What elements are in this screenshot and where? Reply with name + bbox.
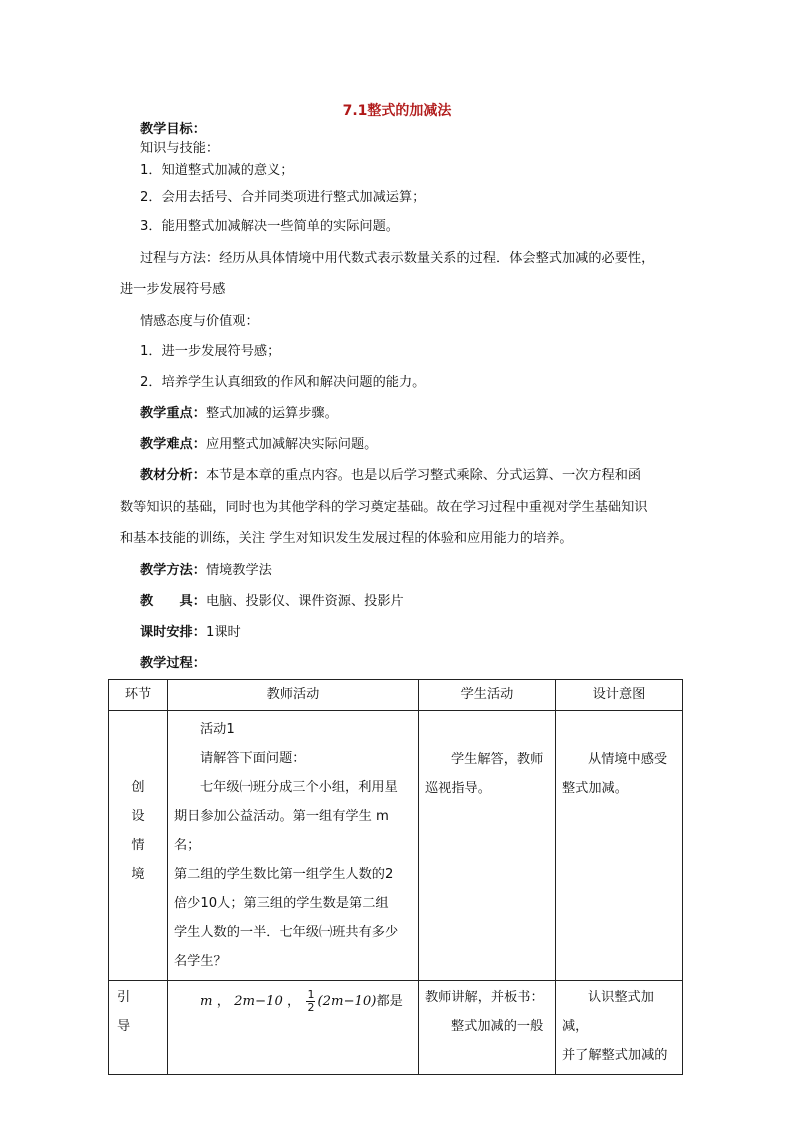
schedule: 课时安排：1课时 — [140, 625, 241, 640]
expr-m: m — [200, 994, 213, 1009]
section-guide: 引 导 — [109, 981, 168, 1075]
fraction-one-half: $\frac{1}{2}$ — [307, 987, 315, 1014]
teacher-line: 学生人数的一半．七年级㈠班共有多少 — [174, 925, 399, 940]
knowledge-item: 2．会用去括号、合并同类项进行整式加减运算； — [140, 190, 426, 205]
lesson-process-table — [108, 679, 683, 1075]
difficulty: 教学难点：应用整式加减解决实际问题。 — [140, 437, 378, 452]
knowledge-heading: 知识与技能： — [140, 141, 220, 156]
attitude-heading: 情感态度与价值观： — [140, 314, 259, 329]
teacher-line: 请解答下面问题： — [200, 751, 306, 766]
analysis-line: 教材分析：本节是本章的重点内容。也是以后学习整式乘除、分式运算、一次方程和函 — [140, 468, 642, 483]
table-row — [109, 711, 683, 981]
attitude-item: 2．培养学生认真细致的作风和解决问题的能力。 — [140, 375, 426, 390]
header-intent: 设计意图 — [556, 680, 683, 711]
intent-line: 认识整式加减， — [562, 990, 654, 1034]
objectives-heading: 教学目标： — [140, 122, 206, 137]
student-line: 整式加减的一般 — [451, 1019, 544, 1034]
table-row — [109, 981, 683, 1075]
header-teacher: 教师活动 — [168, 680, 419, 711]
teacher-line: 倍少10人；第三组的学生数是第二组 — [174, 896, 389, 911]
student-activity-cell — [419, 711, 556, 981]
analysis-line: 和基本技能的训练，关注 学生对知识发生发展过程的体验和应用能力的培养。 — [120, 531, 573, 546]
knowledge-item: 1．知道整式加减的意义； — [140, 163, 294, 178]
student-line: 学生解答，教师 — [451, 752, 544, 767]
design-intent-cell — [556, 981, 683, 1075]
document-title: 7.1整式的加减法 — [342, 103, 452, 119]
key-point: 教学重点：整式加减的运算步骤。 — [140, 406, 338, 421]
process-goal-line: 进一步发展符号感 — [120, 282, 226, 297]
analysis-line: 数等知识的基础，同时也为其他学科的学习奠定基础。故在学习过程中重视对学生基础知识 — [120, 500, 648, 515]
attitude-item: 1．进一步发展符号感； — [140, 344, 281, 359]
intent-line: 并了解整式加减的 — [562, 1048, 668, 1063]
teacher-line: 期日参加公益活动。第一组有学生 m名； — [174, 809, 389, 853]
teacher-activity-cell: m ， 2m−10 ， $\frac{1}{2}$ (2m−10)都是 — [168, 981, 419, 1075]
teacher-line: 七年级㈠班分成三个小组，利用星 — [200, 780, 398, 795]
expr-paren: (2m−10) — [317, 994, 377, 1009]
teacher-line: 第二组的学生数比第一组学生人数的2 — [174, 867, 394, 882]
knowledge-item: 3．能用整式加减解决一些简单的实际问题。 — [140, 219, 399, 234]
expr-2m-10: 2m−10 — [234, 994, 283, 1009]
process-heading: 教学过程： — [140, 656, 206, 671]
student-activity-cell — [419, 981, 556, 1075]
header-section: 环节 — [109, 680, 168, 711]
teacher-activity-cell — [168, 711, 419, 981]
teacher-line: 名学生？ — [174, 954, 227, 969]
header-student: 学生活动 — [419, 680, 556, 711]
teacher-line: 活动1 — [200, 722, 235, 737]
intent-line: 从情境中感受 — [588, 752, 668, 767]
process-goal-line: 过程与方法：经历从具体情境中用代数式表示数量关系的过程．体会整式加减的必要性， — [140, 251, 655, 266]
table-header-row — [109, 680, 683, 711]
design-intent-cell — [556, 711, 683, 981]
teaching-method: 教学方法：情境教学法 — [140, 563, 272, 578]
intent-line: 整式加减。 — [562, 781, 628, 796]
student-line: 巡视指导。 — [425, 781, 491, 796]
student-line: 教师讲解，并板书： — [425, 990, 544, 1005]
section-create-scene: 创 设 情 境 — [109, 711, 168, 981]
teaching-tools: 教 具：电脑、投影仪、课件资源、投影片 — [140, 594, 404, 609]
